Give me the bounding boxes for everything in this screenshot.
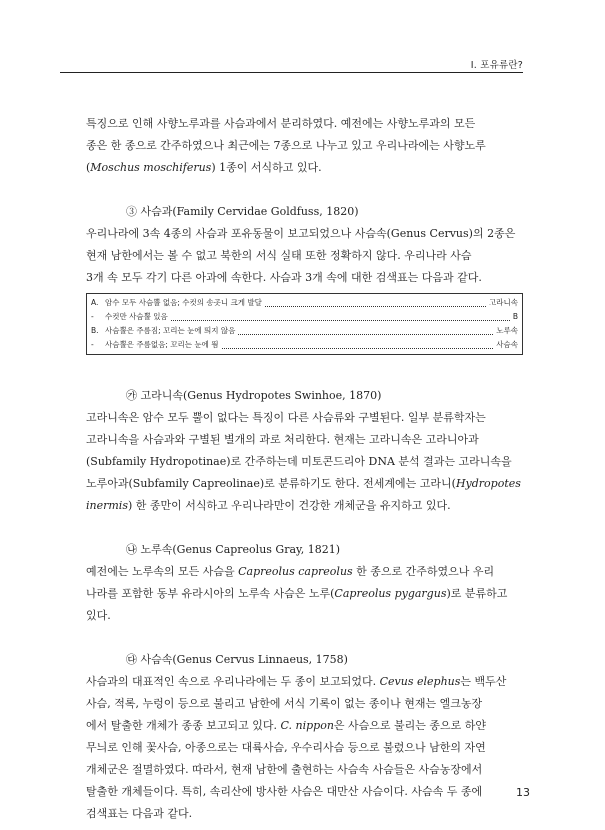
text-line: 사슴과의 대표적인 속으로 우리나라에는 두 종이 보고되었다. Cevus elephus는 백두산	[86, 675, 507, 688]
section-title: I. 포유류란?	[470, 60, 523, 71]
text-line: 3개 속 모두 각기 다른 아과에 속한다. 사슴과 3개 속에 대한 검색표는 다음과 같다.	[86, 271, 482, 284]
identification-key	[86, 293, 523, 355]
cervidae-heading: ③ 사슴과(Family Cervidae Goldfuss, 1820)	[126, 205, 359, 218]
capreolus-heading: ㉯ 노루속(Genus Capreolus Gray, 1821)	[126, 543, 341, 556]
text-line: 있다.	[86, 609, 111, 622]
key-row: - 사슴뿔은 주름없음; 꼬리는 눈에 띔 사슴속	[91, 340, 518, 349]
species-name: Hydropotes	[455, 477, 521, 490]
species-name: C. nippon	[280, 719, 334, 732]
key-row: - 수컷만 사슴뿔 있음 B	[91, 312, 518, 321]
species-name: Capreolus capreolus	[238, 565, 353, 578]
capreolus-paragraph	[86, 561, 523, 627]
text-line: 검색표는 다음과 같다.	[86, 807, 193, 820]
running-header	[60, 57, 523, 71]
page-body	[86, 113, 523, 825]
species-name: Capreolus pygargus	[334, 587, 447, 600]
text-line: (Subfamily Hydropotinae)로 간주하는데 미토콘드리아 DNA 분석 결과는 고라니속을	[86, 455, 512, 468]
cervidae-paragraph	[86, 223, 523, 289]
text-line: 고라니속은 암수 모두 뿔이 없다는 특징이 다른 사슴류와 구별된다. 일부 분류학자는	[86, 411, 486, 424]
text-line: 개체군은 절멸하였다. 따라서, 현재 남한에 출현하는 사슴속 사슴들은 사슴농장에서	[86, 763, 483, 776]
species-name: Moschus moschiferus	[90, 161, 212, 174]
text-line: 예전에는 노루속의 모든 사슴을 Capreolus capreolus 한 종으로 간주하였으나 우리	[86, 565, 495, 578]
text-line: 특징으로 인해 사향노루과를 사슴과에서 분리하였다. 예전에는 사향노루과의 모든	[86, 117, 476, 130]
text-line: 우리나라에 3속 4종의 사슴과 포유동물이 보고되었으나 사슴속(Genus Cervus)의 2종은	[86, 227, 516, 240]
text-line: 노루아과(Subfamily Capreolinae)로 분류하기도 한다. 전세계에는 고라니(Hydropotes	[86, 477, 521, 490]
text-line: 나라를 포함한 동부 유라시아의 노루속 사슴은 노루(Capreolus pygargus)로 분류하고	[86, 587, 508, 600]
key-row: B. 사슴뿔은 주름짐; 꼬리는 눈에 띄지 않음 노루속	[91, 326, 518, 335]
hydropotes-paragraph	[86, 407, 523, 517]
page-number: 13	[516, 786, 530, 799]
species-name: inermis	[86, 499, 128, 512]
text-line: 현재 남한에서는 볼 수 없고 북한의 서식 실태 또한 정확하지 않다. 우리나라 사슴	[86, 249, 472, 262]
text-line: 에서 탈출한 개체가 종종 보고되고 있다. C. nippon은 사슴으로 불리는 종으로 하얀	[86, 719, 487, 732]
header-rule	[60, 72, 523, 73]
text-line: 종은 한 종으로 간주하였으나 최근에는 7종으로 나누고 있고 우리나라에는 사향노루	[86, 139, 486, 152]
hydropotes-heading: ㉮ 고라니속(Genus Hydropotes Swinhoe, 1870)	[126, 389, 382, 402]
text-line: 탈출한 개체들이다. 특히, 속리산에 방사한 사슴은 대만산 사슴이다. 사슴속 두 종에	[86, 785, 483, 798]
cervus-heading: ㉰ 사슴속(Genus Cervus Linnaeus, 1758)	[126, 653, 348, 666]
species-name: Cevus elephus	[379, 675, 461, 688]
text-line: (Moschus moschiferus) 1종이 서식하고 있다.	[86, 161, 322, 174]
cervus-paragraph	[86, 671, 523, 825]
text-line: inermis) 한 종만이 서식하고 우리나라만이 건강한 개체군을 유지하고 있다.	[86, 499, 451, 512]
intro-paragraph	[86, 113, 523, 179]
text-line: 고라니속을 사슴과와 구별된 별개의 과로 처리한다. 현재는 고라니속은 고라니아과	[86, 433, 479, 446]
text-line: 사슴, 적록, 누렁이 등으로 불리고 남한에 서식 기록이 없는 종이나 현재는 엘크농장	[86, 697, 483, 710]
key-row: A. 암수 모두 사슴뿔 없음; 수컷의 송곳니 크게 발달 고라니속	[91, 298, 518, 307]
text-line: 무늬로 인해 꽃사슴, 아종으로는 대륙사슴, 우수리사슴 등으로 불렸으나 남한의 자연	[86, 741, 486, 754]
